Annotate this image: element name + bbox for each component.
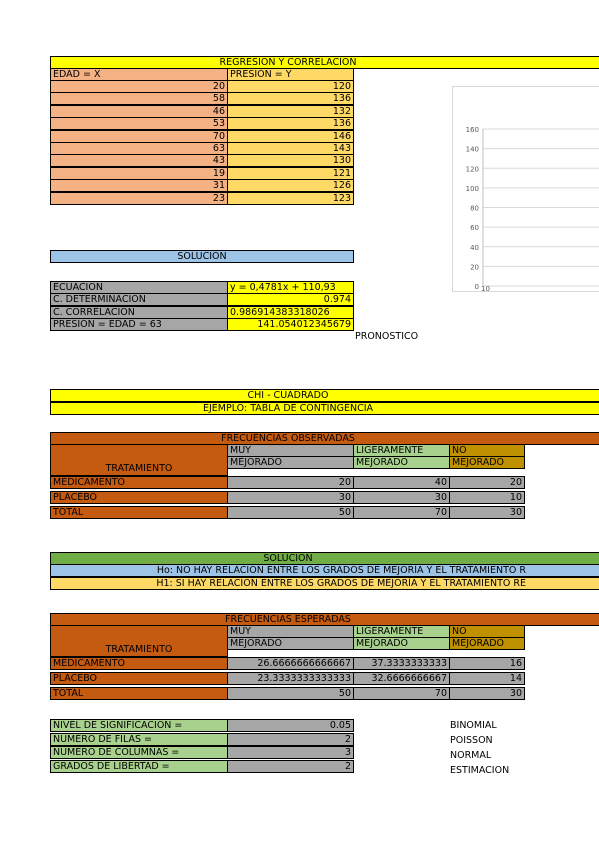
- expected-cell-lig[interactable]: 70: [353, 687, 450, 700]
- param-value[interactable]: 2: [227, 760, 354, 773]
- hypothesis-h1[interactable]: [50, 577, 599, 590]
- observed-cell-lig[interactable]: 70: [353, 506, 450, 519]
- param-label[interactable]: NÚMERO DE COLUMNAS =: [50, 746, 228, 759]
- expected-title: FRECUENCIAS ESPERADAS: [225, 614, 351, 625]
- chi-subtitle: EJEMPLO: TABLA DE CONTINGENCIA: [203, 403, 373, 414]
- chi-title: CHI - CUADRADO: [247, 390, 329, 401]
- chi-solution-title: SOLUCIÓN: [263, 553, 313, 564]
- observed-cell-no[interactable]: 30: [449, 506, 525, 519]
- expected-treatment-label: TRATAMIENTO: [105, 644, 173, 655]
- header-y[interactable]: PRESIÓN = Y: [227, 68, 354, 81]
- result-label[interactable]: C. CORRELACIÓN: [50, 306, 228, 319]
- expected-row-name[interactable]: MEDICAMENTO: [50, 657, 228, 670]
- y-tick-label: 80: [470, 204, 479, 213]
- cell-x[interactable]: 53: [50, 117, 228, 130]
- observed-cell-lig[interactable]: 40: [353, 476, 450, 489]
- hypothesis-h1-text: H1: SI HAY RELACIÓN ENTRE LOS GRADOS DE MEJORÍA Y EL TRATAMIENTO RE: [156, 578, 526, 589]
- param-label[interactable]: NÚMERO DE FILAS =: [50, 733, 228, 746]
- cell-y[interactable]: 121: [227, 167, 354, 180]
- result-label[interactable]: C. DETERMINACIÓN: [50, 293, 228, 306]
- expected-h-lig[interactable]: LIGERAMENTE: [353, 625, 450, 638]
- cell-x[interactable]: 20: [50, 80, 228, 93]
- expected-cell-no[interactable]: 16: [449, 657, 525, 670]
- expected-h-no[interactable]: NO: [449, 625, 525, 638]
- observed-treatment-label: TRATAMIENTO: [105, 463, 173, 474]
- observed-h-mej-3[interactable]: MEJORADO: [449, 456, 525, 469]
- cell-y[interactable]: 146: [227, 130, 354, 143]
- observed-row-name[interactable]: MEDICAMENTO: [50, 476, 228, 489]
- cell-y[interactable]: 123: [227, 192, 354, 205]
- observed-h-no[interactable]: NO: [449, 444, 525, 457]
- y-tick-label: 0: [474, 283, 479, 291]
- y-tick-label: 60: [470, 224, 479, 233]
- expected-cell-lig[interactable]: 37.3333333333: [353, 657, 450, 670]
- expected-cell-no[interactable]: 14: [449, 672, 525, 685]
- expected-h-muy[interactable]: MUY: [227, 625, 354, 638]
- result-label[interactable]: ECUACIÓN: [50, 281, 228, 294]
- cell-x[interactable]: 19: [50, 167, 228, 180]
- param-value[interactable]: 2: [227, 733, 354, 746]
- observed-cell-no[interactable]: 10: [449, 491, 525, 504]
- y-tick-label: 40: [470, 243, 479, 252]
- cell-x[interactable]: 63: [50, 142, 228, 155]
- method-item: NORMAL: [450, 750, 492, 761]
- cell-y[interactable]: 132: [227, 105, 354, 118]
- cell-y[interactable]: 130: [227, 154, 354, 167]
- cell-x[interactable]: 70: [50, 130, 228, 143]
- regression-title: REGRESIÓN Y CORRELACIÓN: [219, 57, 357, 68]
- expected-h-mej-1[interactable]: MEJORADO: [227, 637, 354, 650]
- chart-plot-area: [453, 87, 599, 293]
- observed-h-muy[interactable]: MUY: [227, 444, 354, 457]
- observed-cell-muy[interactable]: 30: [227, 491, 354, 504]
- cell-x[interactable]: 58: [50, 92, 228, 105]
- observed-row-name[interactable]: TOTAL: [50, 506, 228, 519]
- param-value[interactable]: 3: [227, 746, 354, 759]
- param-value[interactable]: 0.05: [227, 719, 354, 732]
- expected-cell-muy[interactable]: 23.3333333333333: [227, 672, 354, 685]
- chi-title-bar[interactable]: [50, 389, 599, 402]
- expected-treatment-header[interactable]: [50, 625, 228, 657]
- hypothesis-h0-text: Ho: NO HAY RELACIÓN ENTRE LOS GRADOS DE MEJORÍA Y EL TRATAMIENTO R: [156, 565, 526, 576]
- observed-h-lig[interactable]: LIGERAMENTE: [353, 444, 450, 457]
- y-tick-label: 100: [465, 184, 479, 193]
- forecast-note: PRONOSTICO: [355, 331, 419, 342]
- param-label[interactable]: NIVEL DE SIGNIFICACIÓN =: [50, 719, 228, 732]
- method-item: BINOMIAL: [450, 720, 497, 731]
- header-x[interactable]: EDAD = X: [50, 68, 228, 81]
- cell-x[interactable]: 31: [50, 179, 228, 192]
- expected-h-mej-3[interactable]: MEJORADO: [449, 637, 525, 650]
- result-label[interactable]: PRESIÓN = EDAD = 63: [50, 318, 228, 331]
- cell-y[interactable]: 136: [227, 117, 354, 130]
- expected-cell-no[interactable]: 30: [449, 687, 525, 700]
- cell-y[interactable]: 126: [227, 179, 354, 192]
- cell-x[interactable]: 23: [50, 192, 228, 205]
- cell-x[interactable]: 46: [50, 105, 228, 118]
- observed-cell-muy[interactable]: 50: [227, 506, 354, 519]
- observed-h-mej-2[interactable]: MEJORADO: [353, 456, 450, 469]
- method-item: ESTIMACION: [450, 765, 510, 776]
- result-value[interactable]: 0.986914383318026: [227, 306, 354, 319]
- y-tick-label: 120: [465, 165, 479, 174]
- result-value[interactable]: 0.974: [227, 293, 354, 306]
- expected-row-name[interactable]: PLACEBO: [50, 672, 228, 685]
- observed-cell-no[interactable]: 20: [449, 476, 525, 489]
- x-tick-label: 10: [481, 285, 490, 293]
- expected-cell-lig[interactable]: 32.6666666667: [353, 672, 450, 685]
- observed-treatment-header[interactable]: [50, 444, 228, 476]
- observed-h-mej-1[interactable]: MEJORADO: [227, 456, 354, 469]
- expected-cell-muy[interactable]: 50: [227, 687, 354, 700]
- cell-x[interactable]: 43: [50, 154, 228, 167]
- regression-solution-title[interactable]: SOLUCIÓN: [50, 250, 354, 263]
- hypothesis-h0[interactable]: [50, 564, 599, 577]
- expected-h-mej-2[interactable]: MEJORADO: [353, 637, 450, 650]
- observed-row-name[interactable]: PLACEBO: [50, 491, 228, 504]
- expected-row-name[interactable]: TOTAL: [50, 687, 228, 700]
- param-label[interactable]: GRADOS DE LIBERTAD =: [50, 760, 228, 773]
- y-tick-label: 140: [465, 145, 479, 154]
- y-tick-label: 20: [470, 263, 479, 272]
- cell-y[interactable]: 136: [227, 92, 354, 105]
- expected-cell-muy[interactable]: 26.6666666666667: [227, 657, 354, 670]
- observed-cell-lig[interactable]: 30: [353, 491, 450, 504]
- result-value[interactable]: y = 0,4781x + 110,93: [227, 281, 354, 294]
- cell-y[interactable]: 120: [227, 80, 354, 93]
- observed-cell-muy[interactable]: 20: [227, 476, 354, 489]
- y-tick-label: 160: [465, 126, 479, 134]
- cell-y[interactable]: 143: [227, 142, 354, 155]
- observed-title: FRECUENCIAS OBSERVADAS: [221, 433, 355, 444]
- scatter-chart[interactable]: [452, 86, 599, 292]
- chi-subtitle-bar[interactable]: [50, 402, 599, 415]
- result-value[interactable]: 141.054012345679: [227, 318, 354, 331]
- method-item: POISSON: [450, 735, 493, 746]
